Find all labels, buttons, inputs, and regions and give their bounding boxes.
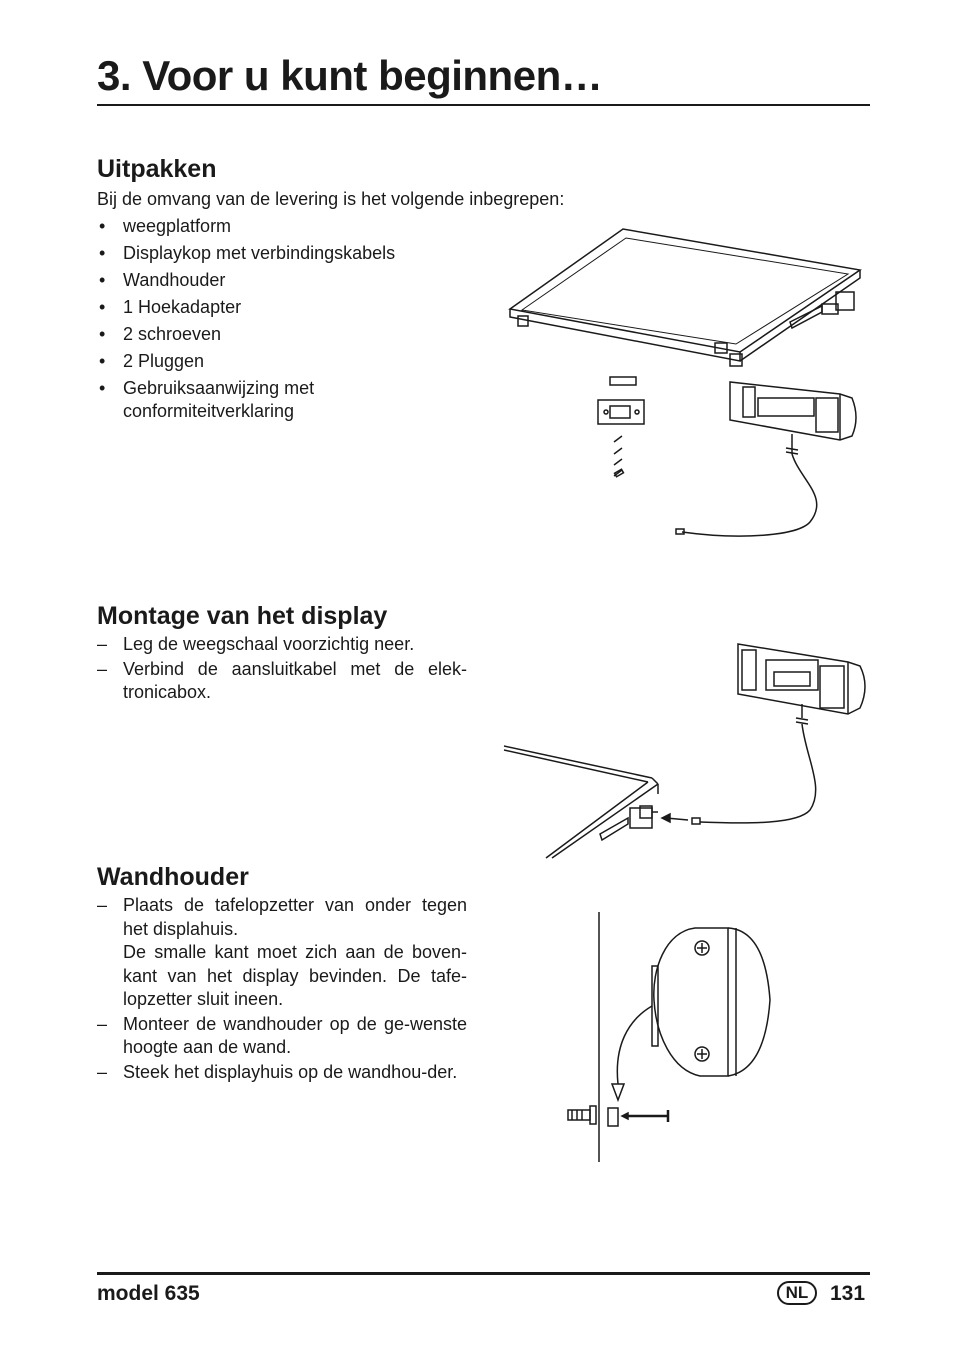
footer-divider xyxy=(97,1272,870,1275)
section-heading-montage: Montage van het display xyxy=(97,602,388,630)
wall-bracket-steps xyxy=(97,894,467,1085)
section-heading-wandhouder: Wandhouder xyxy=(97,863,249,891)
list-item: • Wandhouder xyxy=(97,269,397,292)
package-contents-illustration xyxy=(500,222,870,547)
list-item: – Verbind de aansluitkabel met de elek-tronicabox. xyxy=(97,658,467,705)
list-item: • Gebruiksaanwijzing met conformiteitverklaring xyxy=(97,377,397,423)
section-heading-uitpakken: Uitpakken xyxy=(97,155,217,183)
list-item xyxy=(97,894,467,1012)
display-mount-steps xyxy=(97,633,467,706)
footer-model: model 635 xyxy=(97,1282,200,1305)
list-item: – Steek het displayhuis op de wandhou-der. xyxy=(97,1061,467,1085)
list-item: • 2 Pluggen xyxy=(97,350,397,373)
language-badge: NL xyxy=(777,1281,817,1305)
page-title: 3. Voor u kunt beginnen… xyxy=(97,48,870,106)
wall-mount-illustration xyxy=(560,910,780,1166)
contents-list xyxy=(97,215,397,427)
unpacking-intro: Bij de omvang van de levering is het volgende inbegrepen: xyxy=(97,189,565,209)
page-number: 131 xyxy=(830,1282,866,1305)
list-item: • Displaykop met verbindingskabels xyxy=(97,242,397,265)
step-continuation: De smalle kant moet zich aan de boven-kant van het display bevinden. De tafe-lopzetter sluit ineen. xyxy=(123,942,467,1009)
list-item: – Leg de weegschaal voorzichtig neer. xyxy=(97,633,467,657)
list-item: • 2 schroeven xyxy=(97,323,397,346)
list-item: – Monteer de wandhouder op de ge-wenste hoogte aan de wand. xyxy=(97,1013,467,1060)
cable-connection-illustration xyxy=(500,638,870,860)
list-item: • 1 Hoekadapter xyxy=(97,296,397,319)
list-item: • weegplatform xyxy=(97,215,397,238)
step-text: Plaats de tafelopzetter van onder tegen het displahuis. xyxy=(123,895,467,939)
